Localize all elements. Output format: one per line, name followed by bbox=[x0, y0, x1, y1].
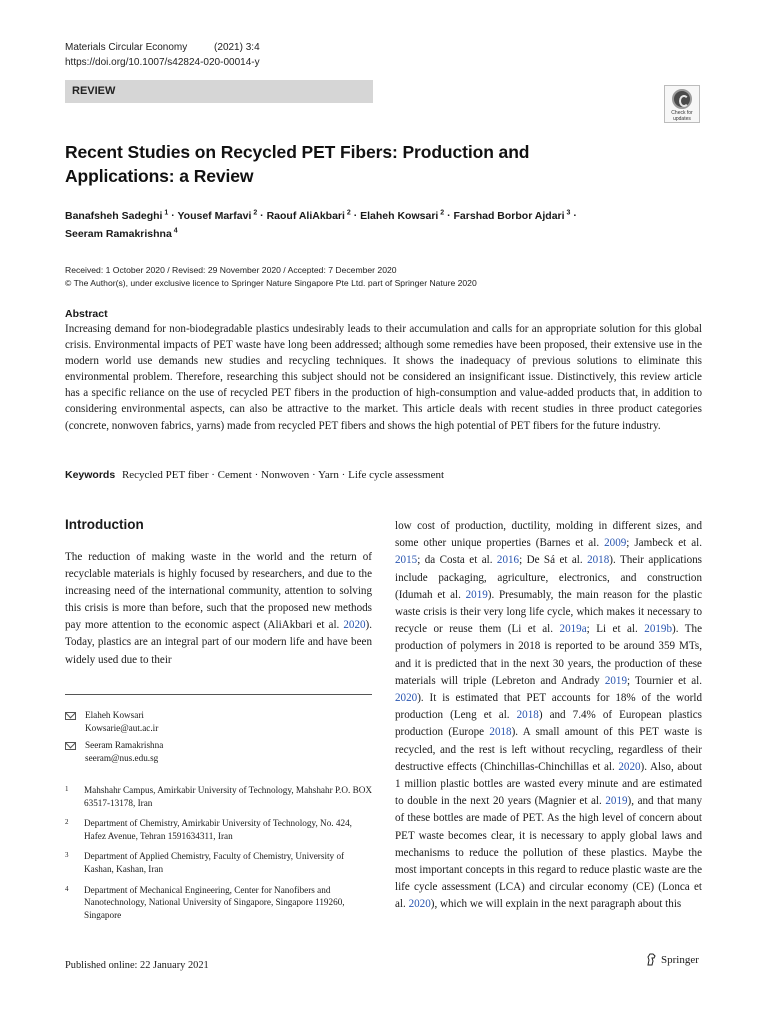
citation-link[interactable]: 2019 bbox=[605, 795, 628, 808]
check-updates-icon bbox=[672, 89, 692, 109]
journal-issue: (2021) 3:4 bbox=[214, 42, 260, 53]
author-affiliation-number: 2 bbox=[251, 209, 258, 216]
affiliation-number: 4 bbox=[65, 884, 69, 893]
published-online: Published online: 22 January 2021 bbox=[65, 960, 209, 971]
keywords-label: Keywords bbox=[65, 469, 116, 481]
author-affiliation-number: 3 bbox=[564, 209, 571, 216]
affiliation-item bbox=[65, 884, 372, 922]
journal-header bbox=[65, 40, 260, 70]
citation-link[interactable]: 2019b bbox=[644, 623, 672, 636]
introduction-heading: Introduction bbox=[65, 517, 144, 532]
citation-link[interactable]: 2020 bbox=[395, 692, 418, 705]
corresponding-author-email[interactable]: seeram@nus.edu.sg bbox=[85, 752, 159, 763]
corresponding-author-email[interactable]: Kowsarie@aut.ac.ir bbox=[85, 722, 159, 733]
abstract-text: Increasing demand for non-biodegradable plastics undesirably leads to their accumulation and calls for an appropriate solution for this global crisis. Environmental impacts of PET waste have long been addressed; although some remedies have been proposed, their extensive use in the modern world use demands new studies and recycling techniques. It shows the inadequacy of previous solutions to eliminate this environmental problem. Therefore, researching this subject should not be considered an insignificant issue. Distinctively, this review article has a specific reliance on the use of recycled PET fibers in the production of high-consumption and value-added products that, in addition to considering environmental aspects, can also be attractive to the market. This article deals with recent studies in three product categories (concrete, nonwoven fabrics, yarns) made from recycled PET fibers and shows the high potential of PET fibers for the future industry. bbox=[65, 323, 702, 432]
citation-link[interactable]: 2020 bbox=[618, 760, 641, 773]
corresponding-author-name: Elaheh Kowsari bbox=[85, 710, 144, 720]
affiliation-text: Department of Applied Chemistry, Faculty of Chemistry, University of Kashan, Kashan, Iran bbox=[84, 851, 345, 874]
author-affiliation-number: 4 bbox=[171, 227, 178, 235]
citation-link[interactable]: 2020 bbox=[343, 619, 366, 632]
corresponding-author bbox=[65, 739, 372, 764]
author-list: Banafsheh Sadeghi $^1$ · Yousef Marfavi $^2$ · Raouf AliAkbari $^2$ · Elaheh Kowsari $^2$ · Farshad Borbor Ajdari $^3$ · Seeram Ramakrishna $^4$ bbox=[65, 209, 577, 240]
correspondence-block bbox=[65, 709, 372, 769]
author-name[interactable]: Yousef Marfavi $^2$ bbox=[177, 209, 258, 222]
corresponding-author-name: Seeram Ramakrishna bbox=[85, 740, 164, 751]
introduction-text-right: low cost of production, ductility, molding in different sizes, and some other unique properties (Barnes et al. 2009; Jambeck et al. 2015; da Costa et al. 2016; De Sá et al. 2018). Their applications include packaging, agriculture, electronics, and construction (Idumah et al. 2019). Presumably, the main reason for the plastic waste crisis is their very long life cycle, which makes it necessary to recycle or reuse them (Li et al. 2019a; Li et al. 2019b). The production of polymers in 2018 is reported to be around 359 MTs, and it is predicted that in the next 30 years, the production of these materials will triple (Lebreton and Andrady 2019; Tournier et al. 2020). It is estimated that PET accounts for 18% of the world production (Leng et al. 2018) and 7.4% of European plastics production (Europe 2018). A small amount of this PET waste is recycled, and the rest is left without recycling, regardless of their destructive effects (Chinchillas-Chinchillas et al. 2020). Also, about 1 million plastic bottles are wasted every minute and are estimated to double in the next 20 years (Magnier et al. 2019), and that many of these bottles are made of PET. As the high level of concern about PET waste becomes clear, it is necessary to apply global laws and mechanisms to reduce the pollution of these plastics. Maybe the most important concepts in this regard to reduce plastic waste are the life cycle assessment (LCA) and circular economy (CE) (Lonca et al. 2020), which we will explain in the next paragraph about this bbox=[395, 520, 703, 911]
footnote-divider bbox=[65, 694, 372, 695]
publisher-logo bbox=[646, 953, 699, 966]
author-affiliation-number: 1 bbox=[162, 209, 169, 216]
publication-dates bbox=[65, 264, 705, 290]
citation-link[interactable]: 2009 bbox=[604, 537, 627, 550]
author-affiliation-number: 2 bbox=[438, 209, 445, 216]
affiliation-item bbox=[65, 784, 372, 809]
affiliation-text: Department of Chemistry, Amirkabir University of Technology, No. 424, Hafez Avenue, Tehran 1591634311, Iran bbox=[84, 818, 352, 841]
abstract-section bbox=[65, 307, 702, 434]
citation-link[interactable]: 2019 bbox=[604, 674, 628, 687]
author-name[interactable]: Seeram Ramakrishna $^4$ bbox=[65, 227, 178, 240]
affiliation-number: 1 bbox=[65, 785, 69, 793]
citation-link[interactable]: 2018 bbox=[489, 726, 512, 739]
introduction-text-left: The reduction of making waste in the world and the return of recyclable materials is highly focused by researchers, and due to the increasing need of the international community, attention to solving this crisis is more than before, such that the proposed new methods pay more attention to the economic aspect (AliAkbari et al. 2020). Today, plastics are an integral part of our modern life and have been widely used due to their bbox=[65, 551, 372, 666]
author-affiliation-number: 2 bbox=[344, 209, 351, 216]
affiliation-item bbox=[65, 850, 372, 875]
author-name[interactable]: Banafsheh Sadeghi $^1$ bbox=[65, 209, 169, 222]
citation-link[interactable]: 2018 bbox=[516, 709, 539, 722]
springer-horse-icon bbox=[646, 953, 657, 966]
citation-link[interactable]: 2020 bbox=[408, 898, 431, 911]
citation-link[interactable]: 2019a bbox=[559, 623, 587, 636]
article-title: Recent Studies on Recycled PET Fibers: Production and Applications: a Review bbox=[65, 142, 530, 186]
corresponding-author bbox=[65, 709, 372, 734]
check-for-updates-badge[interactable] bbox=[664, 85, 700, 123]
author-name[interactable]: Raouf AliAkbari $^2$ bbox=[266, 209, 351, 222]
affiliation-item bbox=[65, 817, 372, 842]
envelope-icon bbox=[65, 742, 76, 750]
received-revised-accepted: Received: 1 October 2020 / Revised: 29 November 2020 / Accepted: 7 December 2020 bbox=[65, 265, 397, 275]
affiliation-number: 2 bbox=[65, 818, 69, 827]
journal-name: Materials Circular Economy bbox=[65, 42, 188, 53]
publisher-name: Springer bbox=[661, 953, 699, 966]
citation-link[interactable]: 2015 bbox=[395, 554, 418, 567]
keywords-list: Recycled PET fiber · Cement · Nonwoven · Yarn · Life cycle assessment bbox=[121, 469, 445, 481]
citation-link[interactable]: 2016 bbox=[496, 554, 520, 567]
envelope-icon bbox=[65, 712, 76, 720]
affiliation-number: 3 bbox=[65, 851, 69, 860]
article-type-bar: REVIEW bbox=[65, 80, 373, 103]
author-name[interactable]: Elaheh Kowsari $^2$ bbox=[360, 209, 445, 222]
affiliations-block bbox=[65, 784, 372, 929]
citation-link[interactable]: 2018 bbox=[587, 554, 610, 567]
doi-link[interactable]: https://doi.org/10.1007/s42824-020-00014-y bbox=[65, 57, 260, 68]
keywords bbox=[65, 468, 444, 482]
affiliation-text: Department of Mechanical Engineering, Center for Nanofibers and Nanotechnology, National University of Singapore, Singapore 119260, Singapore bbox=[84, 884, 345, 920]
author-name[interactable]: Farshad Borbor Ajdari $^3$ bbox=[453, 209, 571, 222]
check-updates-label: Check for updates bbox=[671, 110, 693, 122]
abstract-heading: Abstract bbox=[65, 308, 108, 320]
citation-link[interactable]: 2019 bbox=[465, 588, 488, 601]
copyright-line: © The Author(s), under exclusive licence to Springer Nature Singapore Pte Ltd. part of Springer Nature 2020 bbox=[65, 278, 477, 288]
affiliation-text: Mahshahr Campus, Amirkabir University of Technology, Mahshahr P.O. BOX 63517-13178, Iran bbox=[84, 785, 372, 808]
